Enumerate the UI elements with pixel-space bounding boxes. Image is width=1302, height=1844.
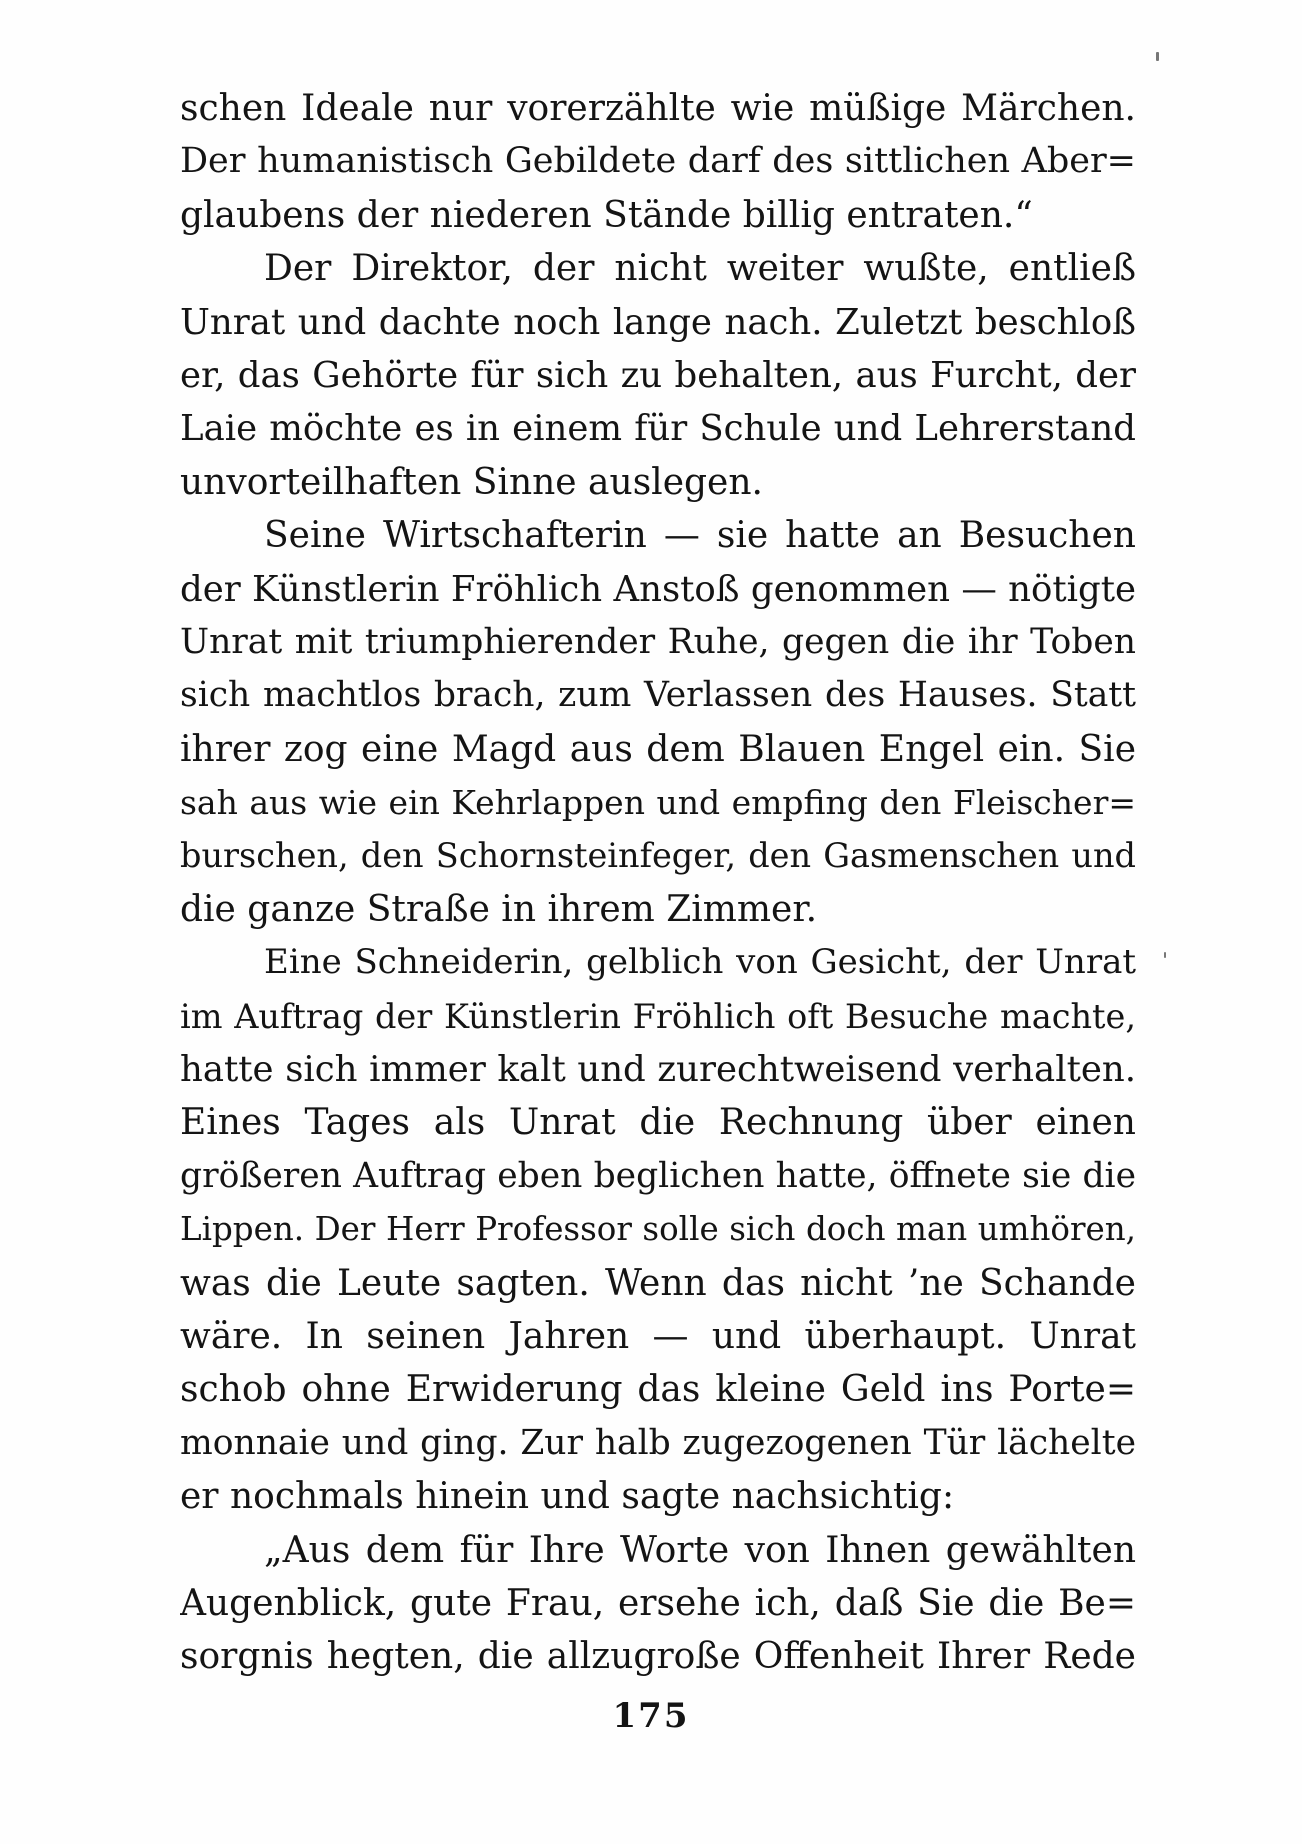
text-line: sah aus wie ein Kehrlappen und empfing den Fleischer= — [180, 783, 1136, 823]
text-line: er nochmals hinein und sagte nachsichtig: — [180, 1476, 955, 1518]
text-line: monnaie und ging. Zur halb zugezogenen Tür lächelte — [180, 1422, 1136, 1463]
text-line: was die Leute sagten. Wenn das nicht ’ne Schande — [180, 1262, 1136, 1304]
text-line: ihrer zog eine Magd aus dem Blauen Engel ein. Sie — [180, 728, 1136, 770]
text-line: größeren Auftrag eben beglichen hatte, öffnete sie die — [180, 1155, 1136, 1196]
print-speck — [1164, 952, 1166, 958]
text-line: im Auftrag der Künstlerin Fröhlich oft Besuche machte, — [180, 996, 1136, 1036]
text-line: Eine Schneiderin, gelblich von Gesicht, der Unrat — [264, 942, 1136, 983]
text-line: Der Direktor, der nicht weiter wußte, entließ — [264, 248, 1136, 290]
text-line: er, das Gehörte für sich zu behalten, aus Furcht, der — [180, 354, 1136, 396]
text-line: Eines Tages als Unrat die Rechnung über einen — [180, 1102, 1136, 1144]
text-line: sorgnis hegten, die allzugroße Offenheit Ihrer Rede — [180, 1636, 1136, 1678]
text-line: der Künstlerin Fröhlich Anstoß genommen — nötigte — [180, 568, 1136, 610]
text-line: Der humanistisch Gebildete darf des sittlichen Aber= — [180, 141, 1136, 182]
text-line: Unrat und dachte noch lange nach. Zuletzt beschloß — [180, 301, 1136, 343]
text-line: burschen, den Schornsteinfeger, den Gasmenschen und — [180, 836, 1136, 876]
text-line: wäre. In seinen Jahren — und überhaupt. Unrat — [180, 1315, 1136, 1357]
text-line: schen Ideale nur vorerzählte wie müßige Märchen. — [180, 88, 1136, 129]
page-number: 175 — [612, 1696, 690, 1736]
text-line: Seine Wirtschafterin — sie hatte an Besuchen — [264, 515, 1136, 557]
text-line: unvorteilhaften Sinne auslegen. — [180, 461, 763, 503]
text-line: Laie möchte es in einem für Schule und Lehrerstand — [180, 408, 1136, 450]
text-line: sich machtlos brach, zum Verlassen des Hauses. Statt — [180, 675, 1136, 716]
text-line: Augenblick, gute Frau, ersehe ich, daß Sie die Be= — [180, 1582, 1136, 1624]
text-line: schob ohne Erwiderung das kleine Geld ins Porte= — [180, 1369, 1136, 1411]
text-line: die ganze Straße in ihrem Zimmer. — [180, 888, 818, 930]
print-speck — [1156, 52, 1159, 61]
text-line: glaubens der niederen Stände billig entraten.“ — [180, 194, 1033, 236]
text-line: Unrat mit triumphierender Ruhe, gegen die ihr Toben — [180, 621, 1136, 662]
text-line: Lippen. Der Herr Professor solle sich doch man umhören, — [180, 1210, 1136, 1249]
body-text — [180, 82, 1136, 1684]
text-line: „Aus dem für Ihre Worte von Ihnen gewählten — [264, 1529, 1136, 1571]
text-line: hatte sich immer kalt und zurechtweisend verhalten. — [180, 1049, 1136, 1091]
